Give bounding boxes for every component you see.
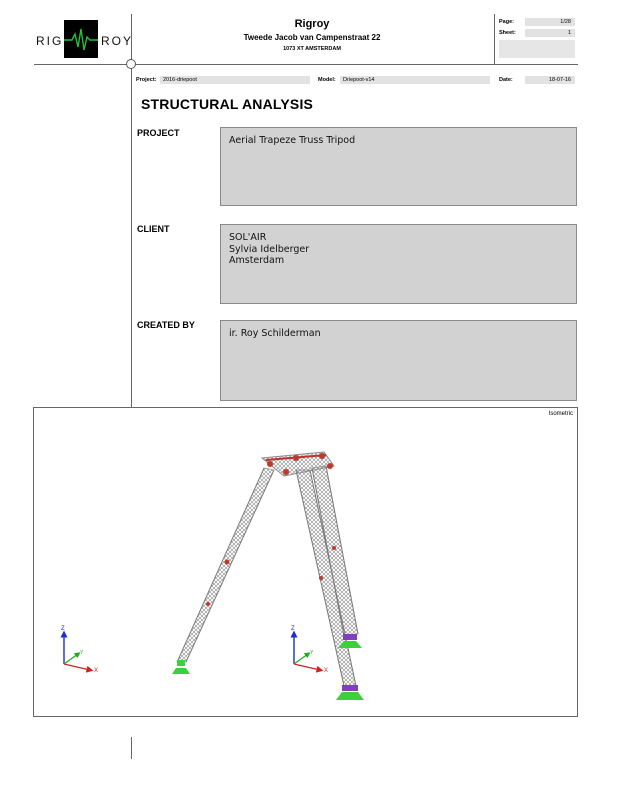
axis-x-label-right: X	[324, 668, 329, 674]
date-label: Date:	[499, 77, 513, 83]
axis-x-label-left: X	[94, 668, 99, 674]
sheet-label: Sheet:	[499, 30, 516, 36]
axis-y-label-right: Y	[310, 650, 314, 656]
logo-heartbeat-box	[64, 20, 98, 58]
header-divider-line	[494, 14, 495, 64]
header-blank-field	[499, 40, 575, 58]
project-description-box	[220, 127, 577, 206]
company-name: Rigroy	[294, 18, 330, 30]
sheet-value: 1	[525, 29, 575, 37]
client-line: Amsterdam	[229, 255, 285, 266]
model-label: Model:	[318, 77, 336, 83]
axis-triad-right	[291, 626, 328, 674]
project-value: 2016-driepoot	[160, 76, 310, 84]
truss-left-leg	[178, 468, 274, 662]
logo-text-right: ROY	[101, 34, 134, 48]
axis-z-label-right: Z	[291, 626, 295, 632]
heartbeat-icon	[64, 20, 98, 58]
company-city: 1073 XT AMSTERDAM	[283, 46, 341, 52]
project-section-label: PROJECT	[137, 128, 180, 138]
model-value: Driepoot-v14	[340, 76, 490, 84]
page-value: 1/28	[525, 18, 575, 26]
left-margin-line	[131, 14, 132, 407]
logo-text-left: RIG	[36, 34, 64, 48]
axis-y-label-left: Y	[80, 650, 84, 656]
client-description-box	[220, 224, 577, 304]
punch-hole-marker	[126, 59, 136, 69]
axis-z-label-left: Z	[61, 626, 65, 632]
company-address: Tweede Jacob van Campenstraat 22	[243, 33, 381, 42]
page-label: Page:	[499, 19, 514, 25]
truss-model-render	[34, 408, 579, 718]
axis-triad-left	[61, 626, 98, 674]
client-line: Sylvia Idelberger	[229, 243, 310, 255]
page-title: STRUCTURAL ANALYSIS	[141, 96, 314, 112]
date-value: 18-07-16	[525, 76, 575, 84]
support-right-front	[336, 685, 364, 700]
client-line: SOL'AIR	[229, 232, 267, 243]
created-by-line: ir. Roy Schilderman	[229, 328, 321, 339]
created-by-section-label: CREATED BY	[137, 320, 195, 330]
created-by-description-box	[220, 320, 577, 401]
support-left	[172, 660, 190, 674]
project-line: Aerial Trapeze Truss Tripod	[229, 135, 356, 146]
header-bottom-line	[34, 64, 578, 65]
left-margin-line-bottom	[131, 737, 132, 759]
client-section-label: CLIENT	[137, 224, 170, 234]
model-view-frame	[33, 407, 578, 717]
project-label: Project:	[136, 77, 157, 83]
view-name-label: Isometric	[548, 411, 573, 417]
